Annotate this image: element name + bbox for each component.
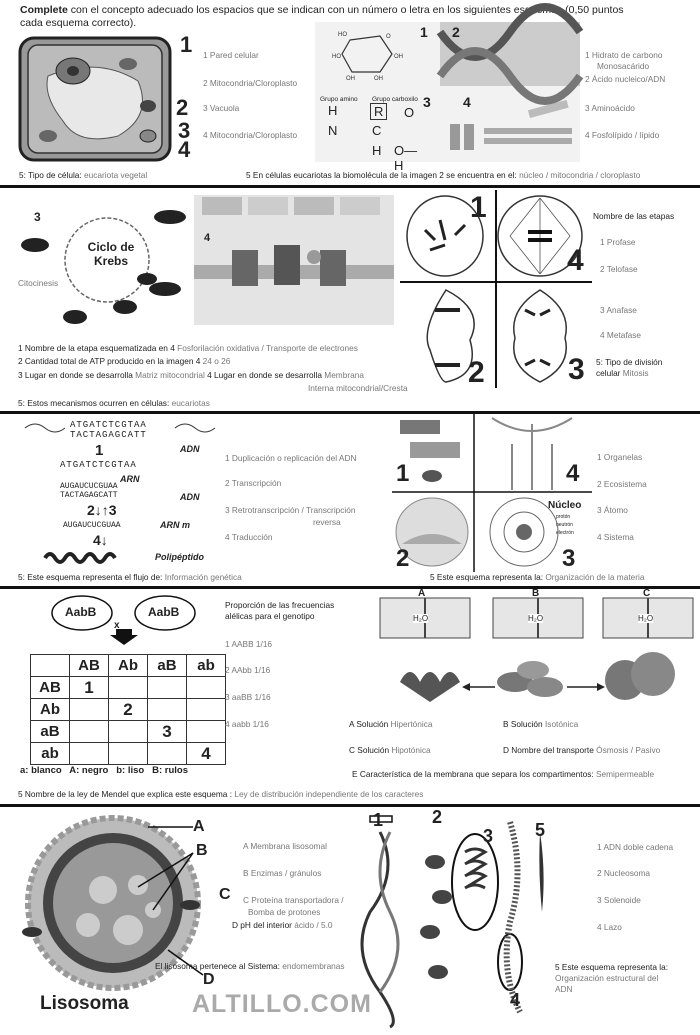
- org-num-4: 4: [566, 460, 580, 487]
- org-num-2: 2: [396, 545, 410, 572]
- punnett-row-header: AB: [31, 677, 70, 699]
- mitosis-image: [400, 190, 592, 388]
- s2-q4-answer2: Interna mitocondrial/Cresta: [308, 383, 408, 393]
- seq-3c: TACTAGAGCATT: [60, 491, 118, 500]
- dna-item-2: 2 Nucleosoma: [597, 868, 651, 878]
- lis-d-label: D pH del interior: [232, 920, 292, 930]
- prop-3: 3 aaBB 1/16: [225, 692, 271, 702]
- osmosis-image: [375, 592, 695, 712]
- lis-letter-b: B: [196, 842, 208, 859]
- punnett-mark-1: 1: [70, 677, 109, 699]
- s1-question-5: [19, 170, 147, 181]
- electron-transport-image: [194, 195, 394, 325]
- bio-item-2: 2 Ácido nucleico/ADN: [585, 74, 666, 84]
- s2-q3-label: 3 Lugar en donde se desarrolla: [18, 370, 133, 380]
- svg-text:OH: OH: [374, 76, 383, 82]
- atom-n: N: [328, 123, 338, 138]
- s2-q1-label: 1 Nombre de la etapa esquematizada en 4: [18, 343, 175, 353]
- lis-item-a: A Membrana lisosomal: [243, 841, 327, 851]
- arrow-1: 1: [95, 442, 104, 459]
- punnett-header: AB: [70, 655, 109, 677]
- s2-q5-answer: Mitosis: [622, 368, 649, 378]
- punnett-cell: [70, 721, 109, 743]
- punnett-square: [30, 654, 226, 765]
- cell-num-4: 4: [178, 137, 191, 162]
- chromatin-image: [360, 812, 560, 1027]
- dna-item-4: 4 Lazo: [597, 922, 622, 932]
- sol-c-label: C Solución: [349, 745, 390, 755]
- cell-item-3: 3 Vacuola: [203, 103, 240, 113]
- s5-q5-answer2: ADN: [555, 984, 573, 994]
- svg-text:OH: OH: [394, 54, 403, 60]
- s3-question-5b: [430, 572, 644, 583]
- divider-1: [0, 185, 700, 188]
- bio-num-3: 3: [423, 94, 431, 110]
- bio-num-1: 1: [420, 24, 428, 40]
- punnett-cell: [109, 743, 148, 765]
- sol-letter-a: A: [418, 588, 426, 599]
- org-item-2: 2 Ecosistema: [597, 479, 647, 489]
- arrow-2-3: 2↓↑3: [87, 502, 117, 518]
- s4-question-5: [18, 789, 423, 800]
- dna-num-4: 4: [510, 990, 521, 1010]
- org-num-1: 1: [396, 460, 410, 487]
- lis-letter-d: D: [203, 971, 215, 988]
- krebs-panel-3: 3: [34, 210, 41, 224]
- citocinesis-label: Citocinesis: [18, 278, 59, 288]
- cross-symbol: x: [114, 620, 120, 631]
- amino-acid-structure: [320, 103, 420, 173]
- allele-legend: a: blanco A: negro b: liso B: rulos: [20, 765, 189, 776]
- carboxyl-group-label: Grupo carboxilo: [372, 96, 418, 103]
- cell-num-1: 1: [180, 32, 193, 57]
- dna-item-3: 3 Solenoide: [597, 895, 641, 905]
- sol-letter-b: B: [532, 588, 540, 599]
- bio-item-1a: 1 Hidrato de carbono: [585, 50, 663, 60]
- sol-e-label: E Característica de la membrana que separa los compartimentos:: [352, 769, 594, 779]
- h2o-label-c: H₂O: [638, 614, 654, 623]
- dna-item-1: 1 ADN doble cadena: [597, 842, 674, 852]
- s2-question-3-4: [18, 370, 364, 381]
- s5-question-5: [555, 962, 668, 995]
- org-item-1: 1 Organelas: [597, 452, 643, 462]
- etapa-1: 1 Profase: [600, 237, 636, 247]
- sol-b: [503, 719, 578, 730]
- s1-question-5b: [246, 170, 640, 181]
- cell-num-3: 3: [178, 118, 191, 143]
- dna-num-2: 2: [432, 807, 443, 827]
- s4-q5-answer: Ley de distribución independiente de los caracteres: [234, 789, 424, 799]
- punnett-cell: [109, 721, 148, 743]
- lis-d-answer: ácido / 5.0: [294, 920, 333, 930]
- electron-label: electrón: [556, 530, 574, 536]
- s3-q5b-answer: Organización de la materia: [545, 572, 645, 582]
- sol-e-answer: Semipermeable: [595, 769, 655, 779]
- cell-item-2: 2 Mitocondria/Cloroplasto: [203, 78, 298, 88]
- polipeptido-label: Polipéptido: [155, 552, 204, 562]
- punnett-cell: [109, 677, 148, 699]
- lis-item-b: B Enzimas / gránulos: [243, 868, 322, 878]
- s2-q5-label2: celular: [596, 368, 621, 378]
- mitosis-num-2: 2: [468, 356, 485, 389]
- punnett-mark-3: 3: [148, 721, 187, 743]
- s2-question-1: [18, 343, 358, 354]
- seq-3b: AUGAUCUCGUAA: [60, 482, 118, 491]
- h2o-label-b: H₂O: [528, 614, 544, 623]
- punnett-mark-2: 2: [109, 699, 148, 721]
- adn-label-1: ADN: [180, 444, 200, 454]
- punnett-mark-4: 4: [187, 743, 226, 765]
- dna-num-3: 3: [483, 826, 494, 846]
- etapa-2: 2 Telofase: [600, 264, 638, 274]
- org-item-4: 4 Sistema: [597, 532, 634, 542]
- etc-panel-4: 4: [204, 232, 211, 244]
- nucleo-label: Núcleo: [548, 500, 582, 511]
- prop-4: 4 aabb 1/16: [225, 719, 269, 729]
- atom-oh: O—H: [394, 143, 418, 173]
- atom-h-top: H: [328, 103, 338, 118]
- divider-3: [0, 586, 700, 589]
- krebs-title: Ciclo de Krebs: [87, 240, 135, 268]
- s1-q5-label: 5: Tipo de célula:: [19, 170, 82, 180]
- plant-cell-image: [18, 36, 178, 164]
- punnett-row-header: Ab: [31, 699, 70, 721]
- prop-title-2: alélicas para el genotipo: [225, 611, 315, 621]
- sol-b-answer: Isotónica: [544, 719, 579, 729]
- sol-letter-c: C: [643, 588, 651, 599]
- punnett-header: Ab: [109, 655, 148, 677]
- flow-item-2: 2 Transcripción: [225, 478, 282, 488]
- intro-text: con el concepto adecuado los espacios que se indican con un número o letra en los siguientes esquemas (0,50 puntos: [67, 4, 624, 16]
- atom-c: C: [372, 123, 382, 138]
- dna-num-1: 1: [373, 810, 384, 830]
- s2-q3-answer: Matriz mitocondrial: [135, 370, 205, 380]
- adn-label-2: ADN: [180, 492, 200, 502]
- org-item-3: 3 Átomo: [597, 505, 628, 515]
- etapa-3: 3 Anafase: [600, 305, 637, 315]
- punnett-corner: [31, 655, 70, 677]
- arn-label-1: ARN: [120, 474, 140, 484]
- s2-question-2: [18, 356, 230, 367]
- sol-a-label: A Solución: [349, 719, 389, 729]
- s1-q5b-answer: núcleo / mitocondria / cloroplasto: [519, 170, 641, 180]
- divider-4: [0, 804, 700, 807]
- s5-q5-answer1: Organización estructural del: [555, 973, 659, 983]
- polypeptide-image: [45, 550, 135, 566]
- amino-group-label: Grupo amino: [320, 96, 358, 103]
- parent-2: AabB: [148, 605, 180, 619]
- dna-num-5: 5: [535, 820, 546, 840]
- cell-num-2: 2: [176, 95, 189, 120]
- glucose-image: [330, 28, 410, 82]
- bio-item-3: 3 Aminoácido: [585, 103, 635, 113]
- s2-q4-label: 4 Lugar en donde se desarrolla: [207, 370, 322, 380]
- s2-q2-label: 2 Cantidad total de ATP producido en la imagen 4: [18, 356, 201, 366]
- seq-1: ATGATCTCGTAA: [70, 420, 147, 430]
- prop-1: 1 AABB 1/16: [225, 639, 273, 649]
- s3-question-5: [18, 572, 242, 583]
- punnett-cell: [148, 677, 187, 699]
- lis-letter-a: A: [193, 818, 205, 835]
- svg-text:O: O: [386, 34, 391, 40]
- seq-3a: ATGATCTCGTAA: [60, 460, 137, 470]
- lisosoma-title: Lisosoma: [40, 993, 129, 1014]
- mitosis-num-3: 3: [568, 353, 585, 386]
- s2-q2-answer: 24 o 26: [202, 356, 231, 366]
- atom-o: O: [404, 105, 415, 120]
- bio-item-4: 4 Fosfolípido / lípido: [585, 130, 660, 140]
- punnett-cell: [187, 721, 226, 743]
- arrow-4: 4↓: [93, 532, 108, 548]
- prop-title-1: Proporción de las frecuencias: [225, 600, 335, 610]
- s3-q5b-label: 5 Este esquema representa la:: [430, 572, 543, 582]
- sol-d: [503, 745, 660, 756]
- sol-e: [352, 769, 654, 780]
- bio-num-2: 2: [452, 24, 460, 40]
- punnett-cell: [148, 743, 187, 765]
- sol-b-label: B Solución: [503, 719, 543, 729]
- mitosis-num-1: 1: [470, 191, 487, 224]
- neutron-label: neutrón: [556, 522, 573, 528]
- sol-c: [349, 745, 431, 756]
- punnett-cell: [187, 699, 226, 721]
- flow-item-3: 3 Retrotranscripción / Transcripción: [225, 505, 356, 515]
- punnett-cell: [187, 677, 226, 699]
- s2-question-5: [596, 357, 662, 379]
- svg-text:HO: HO: [338, 32, 347, 38]
- sol-c-answer: Hipotónica: [391, 745, 431, 755]
- punnett-row-header: aB: [31, 721, 70, 743]
- punnett-row-header: ab: [31, 743, 70, 765]
- dna-helix-image: [440, 22, 580, 86]
- flow-item-4: 4 Traducción: [225, 532, 273, 542]
- s2-question-5b: [18, 398, 210, 409]
- intro-text2: cada esquema correcto).: [20, 17, 137, 29]
- s2-q4-answer: Membrana: [324, 370, 364, 380]
- flow-item-3b: reversa: [313, 517, 341, 527]
- lis-letter-c: C: [219, 886, 231, 903]
- bio-num-4: 4: [463, 94, 471, 110]
- s1-q5b-label: 5 En células eucariotas la biomolécula de la imagen 2 se encuentra en el:: [246, 170, 517, 180]
- dna-flow-diagram: [25, 420, 225, 570]
- punnett-header: aB: [148, 655, 187, 677]
- org-num-3: 3: [562, 545, 576, 572]
- lis-system: [155, 961, 345, 972]
- seq-2: TACTAGAGCATT: [70, 430, 147, 440]
- intro-bold: Complete: [20, 4, 68, 16]
- bio-item-1b: Monosacárido: [597, 61, 650, 71]
- s2-q5b-answer: eucariotas: [171, 398, 210, 408]
- s1-q5-answer: eucariota vegetal: [84, 170, 148, 180]
- h2o-label-a: H₂O: [413, 614, 429, 623]
- cell-item-4: 4 Mitocondria/Cloroplasto: [203, 130, 298, 140]
- svg-text:HO: HO: [332, 54, 341, 60]
- sol-d-answer: Ósmosis / Pasivo: [596, 745, 661, 755]
- sol-a-answer: Hipertónica: [390, 719, 433, 729]
- prop-2: 2 AAbb 1/16: [225, 665, 271, 675]
- divider-2: [0, 411, 700, 414]
- atom-h-bottom: H: [372, 143, 382, 158]
- phospholipid-image: [450, 110, 578, 154]
- watermark: ALTILLO.COM: [192, 990, 372, 1018]
- flow-item-1: 1 Duplicación o replicación del ADN: [225, 453, 357, 463]
- s2-q5-label: 5: Tipo de división: [596, 357, 663, 367]
- s3-q5-label: 5: Este esquema representa el flujo de:: [18, 572, 163, 582]
- seq-4: AUGAUCUCGUAA: [63, 521, 121, 530]
- lis-item-c2: Bomba de protones: [248, 907, 321, 917]
- s2-q1-answer: Fosforilación oxidativa / Transporte de electrones: [177, 343, 358, 353]
- etapa-4: 4 Metafase: [600, 330, 642, 340]
- proton-label: protón: [556, 514, 571, 520]
- sol-a: [349, 719, 433, 730]
- s5-q5-label: 5 Este esquema representa la:: [555, 962, 668, 972]
- punnett-cell: [70, 699, 109, 721]
- lis-item-c1: C Proteína transportadora /: [243, 895, 344, 905]
- parent-1: AabB: [65, 605, 97, 619]
- etapas-title: Nombre de las etapas: [593, 211, 675, 221]
- punnett-header: ab: [187, 655, 226, 677]
- lis-system-label: El lisosoma pertenece al Sistema:: [155, 961, 280, 971]
- lis-system-answer: endomembranas: [282, 961, 345, 971]
- s4-q5-label: 5 Nombre de la ley de Mendel que explica este esquema :: [18, 789, 233, 799]
- cell-item-1: 1 Pared celular: [203, 50, 259, 60]
- atom-r: R: [370, 103, 387, 120]
- s2-q5b-label: 5: Estos mecanismos ocurren en células:: [18, 398, 170, 408]
- svg-text:OH: OH: [346, 76, 355, 82]
- punnett-cell: [70, 743, 109, 765]
- sol-d-label: D Nombre del transporte: [503, 745, 594, 755]
- arnm-label: ARN m: [160, 520, 191, 530]
- s3-q5-answer: Información genética: [164, 572, 242, 582]
- mitosis-num-4: 4: [567, 244, 584, 277]
- punnett-cell: [148, 699, 187, 721]
- lis-item-d: [232, 920, 333, 931]
